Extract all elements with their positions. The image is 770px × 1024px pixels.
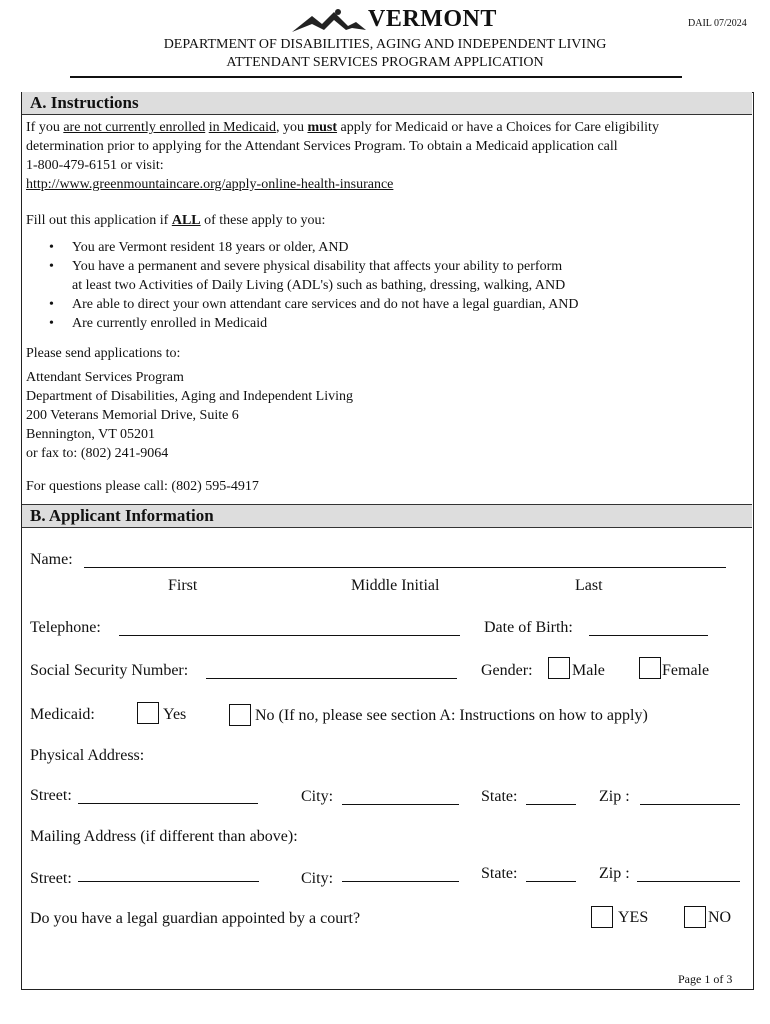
- section-a-title: A. Instructions: [30, 93, 139, 112]
- name-field[interactable]: [84, 567, 726, 568]
- dob-label: Date of Birth:: [484, 619, 573, 636]
- medicaid-label: Medicaid:: [30, 706, 95, 723]
- mailing-city-label: City:: [301, 870, 334, 887]
- mailing-street-field[interactable]: [78, 881, 259, 882]
- guardian-no-label: NO: [708, 909, 732, 926]
- text: Fill out this application if: [26, 213, 172, 228]
- ssn-field[interactable]: [206, 678, 457, 679]
- state-field[interactable]: [526, 804, 576, 805]
- male-label: Male: [572, 662, 605, 679]
- street-label: Street:: [30, 787, 72, 804]
- section-b-header: [22, 504, 752, 528]
- zip-label: Zip :: [599, 788, 630, 805]
- fax-line: or fax to: (802) 241-9064: [26, 446, 169, 461]
- name-label: Name:: [30, 551, 73, 568]
- text: apply for Medicaid or have a Choices for Care eligibility: [337, 120, 659, 135]
- address-line: 200 Veterans Memorial Drive, Suite 6: [26, 408, 239, 423]
- mailing-street-label: Street:: [30, 870, 72, 887]
- street-field[interactable]: [78, 803, 258, 804]
- gender-female-checkbox[interactable]: [639, 657, 661, 679]
- mailing-state-label: State:: [481, 865, 518, 882]
- section-a-header: [22, 92, 752, 115]
- list-item: • You are Vermont resident 18 years or older, AND: [22, 238, 742, 257]
- all-emphasis: ALL: [171, 213, 201, 228]
- instruction-line-3: 1-800-479-6151 or visit:: [26, 158, 164, 173]
- state-label: State:: [481, 788, 518, 805]
- medicaid-link[interactable]: http://www.greenmountaincare.org/apply-online-health-insurance: [26, 177, 394, 192]
- mailing-zip-label: Zip :: [599, 865, 630, 882]
- program-title: ATTENDANT SERVICES PROGRAM APPLICATION: [226, 55, 544, 70]
- text: If you: [26, 120, 64, 135]
- address-line: Department of Disabilities, Aging and Independent Living: [26, 389, 353, 404]
- mailing-state-field[interactable]: [526, 881, 576, 882]
- address-line: Bennington, VT 05201: [26, 427, 155, 442]
- text: of these apply to you:: [200, 213, 326, 228]
- gender-male-checkbox[interactable]: [548, 657, 570, 679]
- ssn-label: Social Security Number:: [30, 662, 189, 679]
- title-rule: [70, 76, 682, 78]
- guardian-yes-checkbox[interactable]: [591, 906, 613, 928]
- text: at least two Activities of Daily Living (ADL's) such as bathing, dressing, walking, AND: [72, 278, 566, 293]
- guardian-yes-label: YES: [618, 909, 649, 926]
- dob-field[interactable]: [589, 635, 708, 636]
- list-item: [22, 257, 742, 295]
- text-underlined: in Medicaid: [208, 120, 276, 135]
- mailing-address-block: [26, 368, 353, 463]
- text: You have a permanent and severe physical disability that affects your ability to perform: [72, 259, 563, 274]
- instruction-line-1: [26, 118, 746, 137]
- logo-text: VERMONT: [368, 6, 497, 32]
- mailing-address-label: Mailing Address (if different than above):: [30, 828, 298, 845]
- text-underlined: are not currently enrolled: [63, 120, 206, 135]
- middle-initial-caption: Middle Initial: [351, 577, 440, 594]
- page-number: Page 1 of 3: [678, 972, 733, 986]
- mailing-zip-field[interactable]: [637, 881, 740, 882]
- zip-field[interactable]: [640, 804, 740, 805]
- female-label: Female: [662, 662, 710, 679]
- city-field[interactable]: [342, 804, 459, 805]
- dept-title: DEPARTMENT OF DISABILITIES, AGING AND INDEPENDENT LIVING: [163, 37, 607, 52]
- physical-address-label: Physical Address:: [30, 747, 145, 764]
- mailing-city-field[interactable]: [342, 881, 459, 882]
- last-name-caption: Last: [575, 577, 603, 594]
- eligibility-list: [22, 238, 742, 333]
- gender-label: Gender:: [481, 662, 533, 679]
- mountain-logo-icon: [290, 6, 370, 36]
- instruction-line-2: determination prior to applying for the Attendant Services Program. To obtain a Medicaid application call: [26, 139, 618, 154]
- guardian-question: Do you have a legal guardian appointed by a court?: [30, 910, 361, 927]
- first-name-caption: First: [168, 577, 198, 594]
- guardian-no-checkbox[interactable]: [684, 906, 706, 928]
- section-b-title: B. Applicant Information: [30, 506, 214, 525]
- send-to-label: Please send applications to:: [26, 346, 181, 361]
- fill-out-intro: [26, 211, 325, 230]
- medicaid-yes-checkbox[interactable]: [137, 702, 159, 724]
- medicaid-yes-label: Yes: [163, 706, 187, 723]
- form-number: DAIL 07/2024: [688, 18, 747, 29]
- must-emphasis: must: [307, 120, 338, 135]
- text: , you: [275, 120, 308, 135]
- medicaid-instructions: [26, 118, 746, 194]
- medicaid-no-checkbox[interactable]: [229, 704, 251, 726]
- telephone-label: Telephone:: [30, 619, 101, 636]
- city-label: City:: [301, 788, 334, 805]
- telephone-field[interactable]: [119, 635, 460, 636]
- list-item: • Are currently enrolled in Medicaid: [22, 314, 742, 333]
- questions-phone: For questions please call: (802) 595-4917: [26, 479, 259, 494]
- medicaid-no-label: No (If no, please see section A: Instructions on how to apply): [255, 707, 648, 724]
- address-line: Attendant Services Program: [26, 370, 184, 385]
- list-item: • Are able to direct your own attendant care services and do not have a legal guardian, AND: [22, 295, 742, 314]
